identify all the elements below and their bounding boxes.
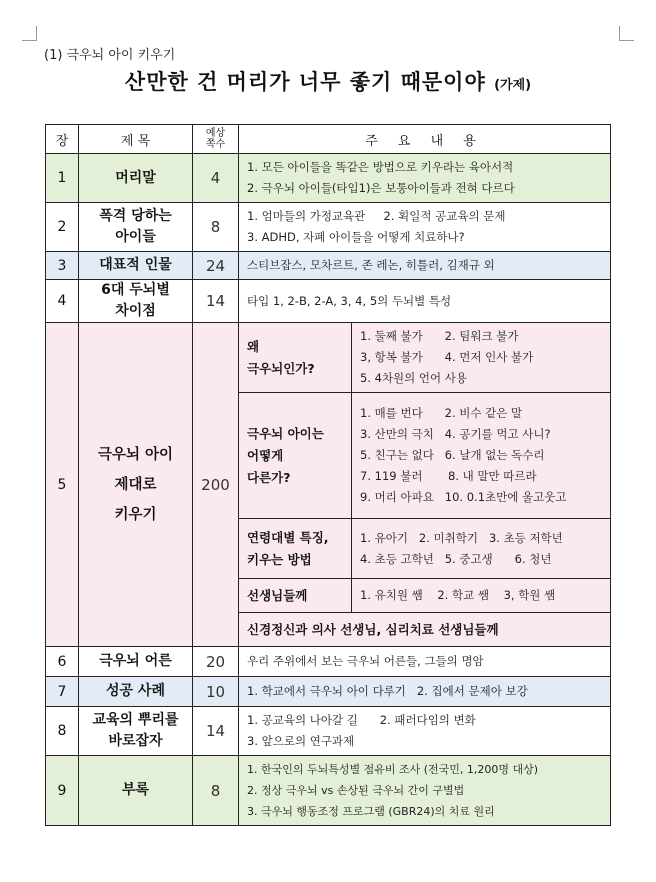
title-line: 키우기	[114, 506, 157, 523]
subsection-label: 연령대별 특징, 키우는 방법	[239, 519, 352, 579]
title-line: 제대로	[114, 476, 157, 493]
page-title	[0, 66, 656, 96]
chapter-pages: 14	[193, 707, 239, 756]
chapter-title: 성공 사례	[79, 677, 193, 707]
content-line: 1. 유아기 2. 미취학기 3. 초등 저학년	[360, 530, 563, 545]
page-corner-mark-left	[22, 26, 37, 41]
table-row	[46, 677, 611, 707]
content-line: 1. 공교육의 나아갈 길 2. 패러다임의 변화	[247, 713, 476, 727]
header-pages	[193, 125, 239, 154]
subsection-label: 선생님들께	[239, 579, 352, 613]
table-row	[46, 203, 611, 252]
chapter-title: 폭격 당하는 아이들	[79, 203, 193, 252]
chapter-number: 9	[46, 756, 79, 826]
content-line: 1. 둘째 불가 2. 팀워크 불가	[360, 329, 519, 343]
title-line: 극우뇌 아이	[97, 446, 174, 463]
chapter-title: 교육의 뿌리를 바로잡자	[79, 707, 193, 756]
chapter-number: 1	[46, 154, 79, 203]
page-corner-mark-right	[619, 26, 634, 41]
header-content	[239, 125, 611, 154]
chapter-content	[239, 154, 611, 203]
content-line: 5. 4차원의 언어 사용	[360, 371, 468, 385]
header-title: 제 목	[79, 125, 193, 154]
subsection-footer: 신경정신과 의사 선생님, 심리치료 선생님들께	[239, 613, 611, 647]
content-line: 타입 1, 2-B, 2-A, 3, 4, 5의 두뇌별 특성	[247, 293, 452, 308]
content-line: 1. 학교에서 극우뇌 아이 다루기 2. 집에서 문제아 보강	[247, 684, 528, 698]
chapter-content	[239, 280, 611, 323]
table-row	[46, 154, 611, 203]
title-main: 산만한 건 머리가 너무 좋기 때문이야	[124, 70, 486, 94]
content-line: 3. 산만의 극치 4. 공기를 먹고 사니?	[360, 427, 551, 441]
subsection-content	[352, 393, 611, 519]
chapter-pages: 14	[193, 280, 239, 323]
header-pages-label: 예상 쪽수	[205, 128, 226, 150]
chapter-pages: 4	[193, 154, 239, 203]
chapter-content	[239, 647, 611, 677]
content-line: 3. 앞으로의 연구과제	[247, 734, 355, 748]
chapter-number: 3	[46, 252, 79, 280]
chapter-number: 2	[46, 203, 79, 252]
chapter-pages: 20	[193, 647, 239, 677]
chapter-title	[79, 323, 193, 647]
content-line: 1. 한국인의 두뇌특성별 점유비 조사 (전국민, 1,200명 대상)	[247, 763, 539, 776]
content-line: 7. 119 불러 8. 내 말만 따르라	[360, 469, 537, 483]
table-row	[46, 756, 611, 826]
content-line: 5. 친구는 없다 6. 날개 없는 독수리	[360, 448, 545, 462]
chapter-content	[239, 677, 611, 707]
title-note: (가제)	[494, 78, 532, 93]
table-row	[46, 323, 611, 393]
chapter-number: 8	[46, 707, 79, 756]
content-line: 3, 항복 불가 4. 먼저 인사 불가	[360, 350, 534, 364]
header-chapter: 장	[46, 125, 79, 154]
chapter-pages: 24	[193, 252, 239, 280]
chapter-title: 머리말	[79, 154, 193, 203]
chapter-number: 6	[46, 647, 79, 677]
chapter-number: 7	[46, 677, 79, 707]
content-line: 1. 유치원 쌤 2. 학교 쌤 3, 학원 쌤	[360, 588, 556, 602]
header-content-label: 주 요 내 용	[365, 133, 484, 149]
subsection-label: 왜 극우뇌인가?	[239, 323, 352, 393]
chapter-title: 대표적 인물	[79, 252, 193, 280]
content-line: 1. 엄마들의 가정교육관 2. 획일적 공교육의 문제	[247, 209, 506, 223]
subsection-label: 극우뇌 아이는 어떻게 다른가?	[239, 393, 352, 519]
content-line: 스티브잡스, 모차르트, 존 레논, 히틀러, 김재규 외	[247, 258, 495, 272]
content-line: 9. 머리 아파요 10. 0.1초만에 울고웃고	[360, 490, 567, 504]
subsection-content	[352, 323, 611, 393]
content-line: 3. 극우뇌 행동조정 프로그램 (GBR24)의 치료 원리	[247, 805, 495, 818]
chapter-pages: 10	[193, 677, 239, 707]
table-header-row	[46, 125, 611, 154]
chapter-pages: 8	[193, 203, 239, 252]
table-row	[46, 647, 611, 677]
chapter-title: 부록	[79, 756, 193, 826]
chapter-content	[239, 203, 611, 252]
chapter-number: 5	[46, 323, 79, 647]
book-outline-table	[45, 124, 611, 826]
chapter-number: 4	[46, 280, 79, 323]
table-row	[46, 707, 611, 756]
table-row	[46, 280, 611, 323]
chapter-content	[239, 252, 611, 280]
chapter-title: 극우뇌 어른	[79, 647, 193, 677]
content-line: 2. 정상 극우뇌 vs 손상된 극우뇌 간이 구별법	[247, 784, 465, 797]
content-line: 3. ADHD, 자폐 아이들을 어떻게 치료하나?	[247, 230, 465, 244]
content-line: 1. 매를 번다 2. 비수 같은 말	[360, 406, 523, 420]
chapter-pages: 8	[193, 756, 239, 826]
content-line: 4. 초등 고학년 5. 중고생 6. 청년	[360, 551, 552, 566]
chapter-pages: 200	[193, 323, 239, 647]
chapter-content	[239, 707, 611, 756]
table-row	[46, 252, 611, 280]
subsection-content	[352, 519, 611, 579]
subsection-content	[352, 579, 611, 613]
content-line: 1. 모든 아이들을 똑같은 방법으로 키우라는 육아서적	[247, 160, 514, 174]
section-subheading: (1) 극우뇌 아이 키우기	[44, 48, 176, 63]
chapter-title: 6대 두뇌별 차이점	[79, 280, 193, 323]
content-line: 2. 극우뇌 아이들(타입1)은 보통아이들과 전혀 다르다	[247, 181, 515, 195]
chapter-content	[239, 756, 611, 826]
content-line: 우리 주위에서 보는 극우뇌 어른들, 그들의 명암	[247, 654, 484, 668]
